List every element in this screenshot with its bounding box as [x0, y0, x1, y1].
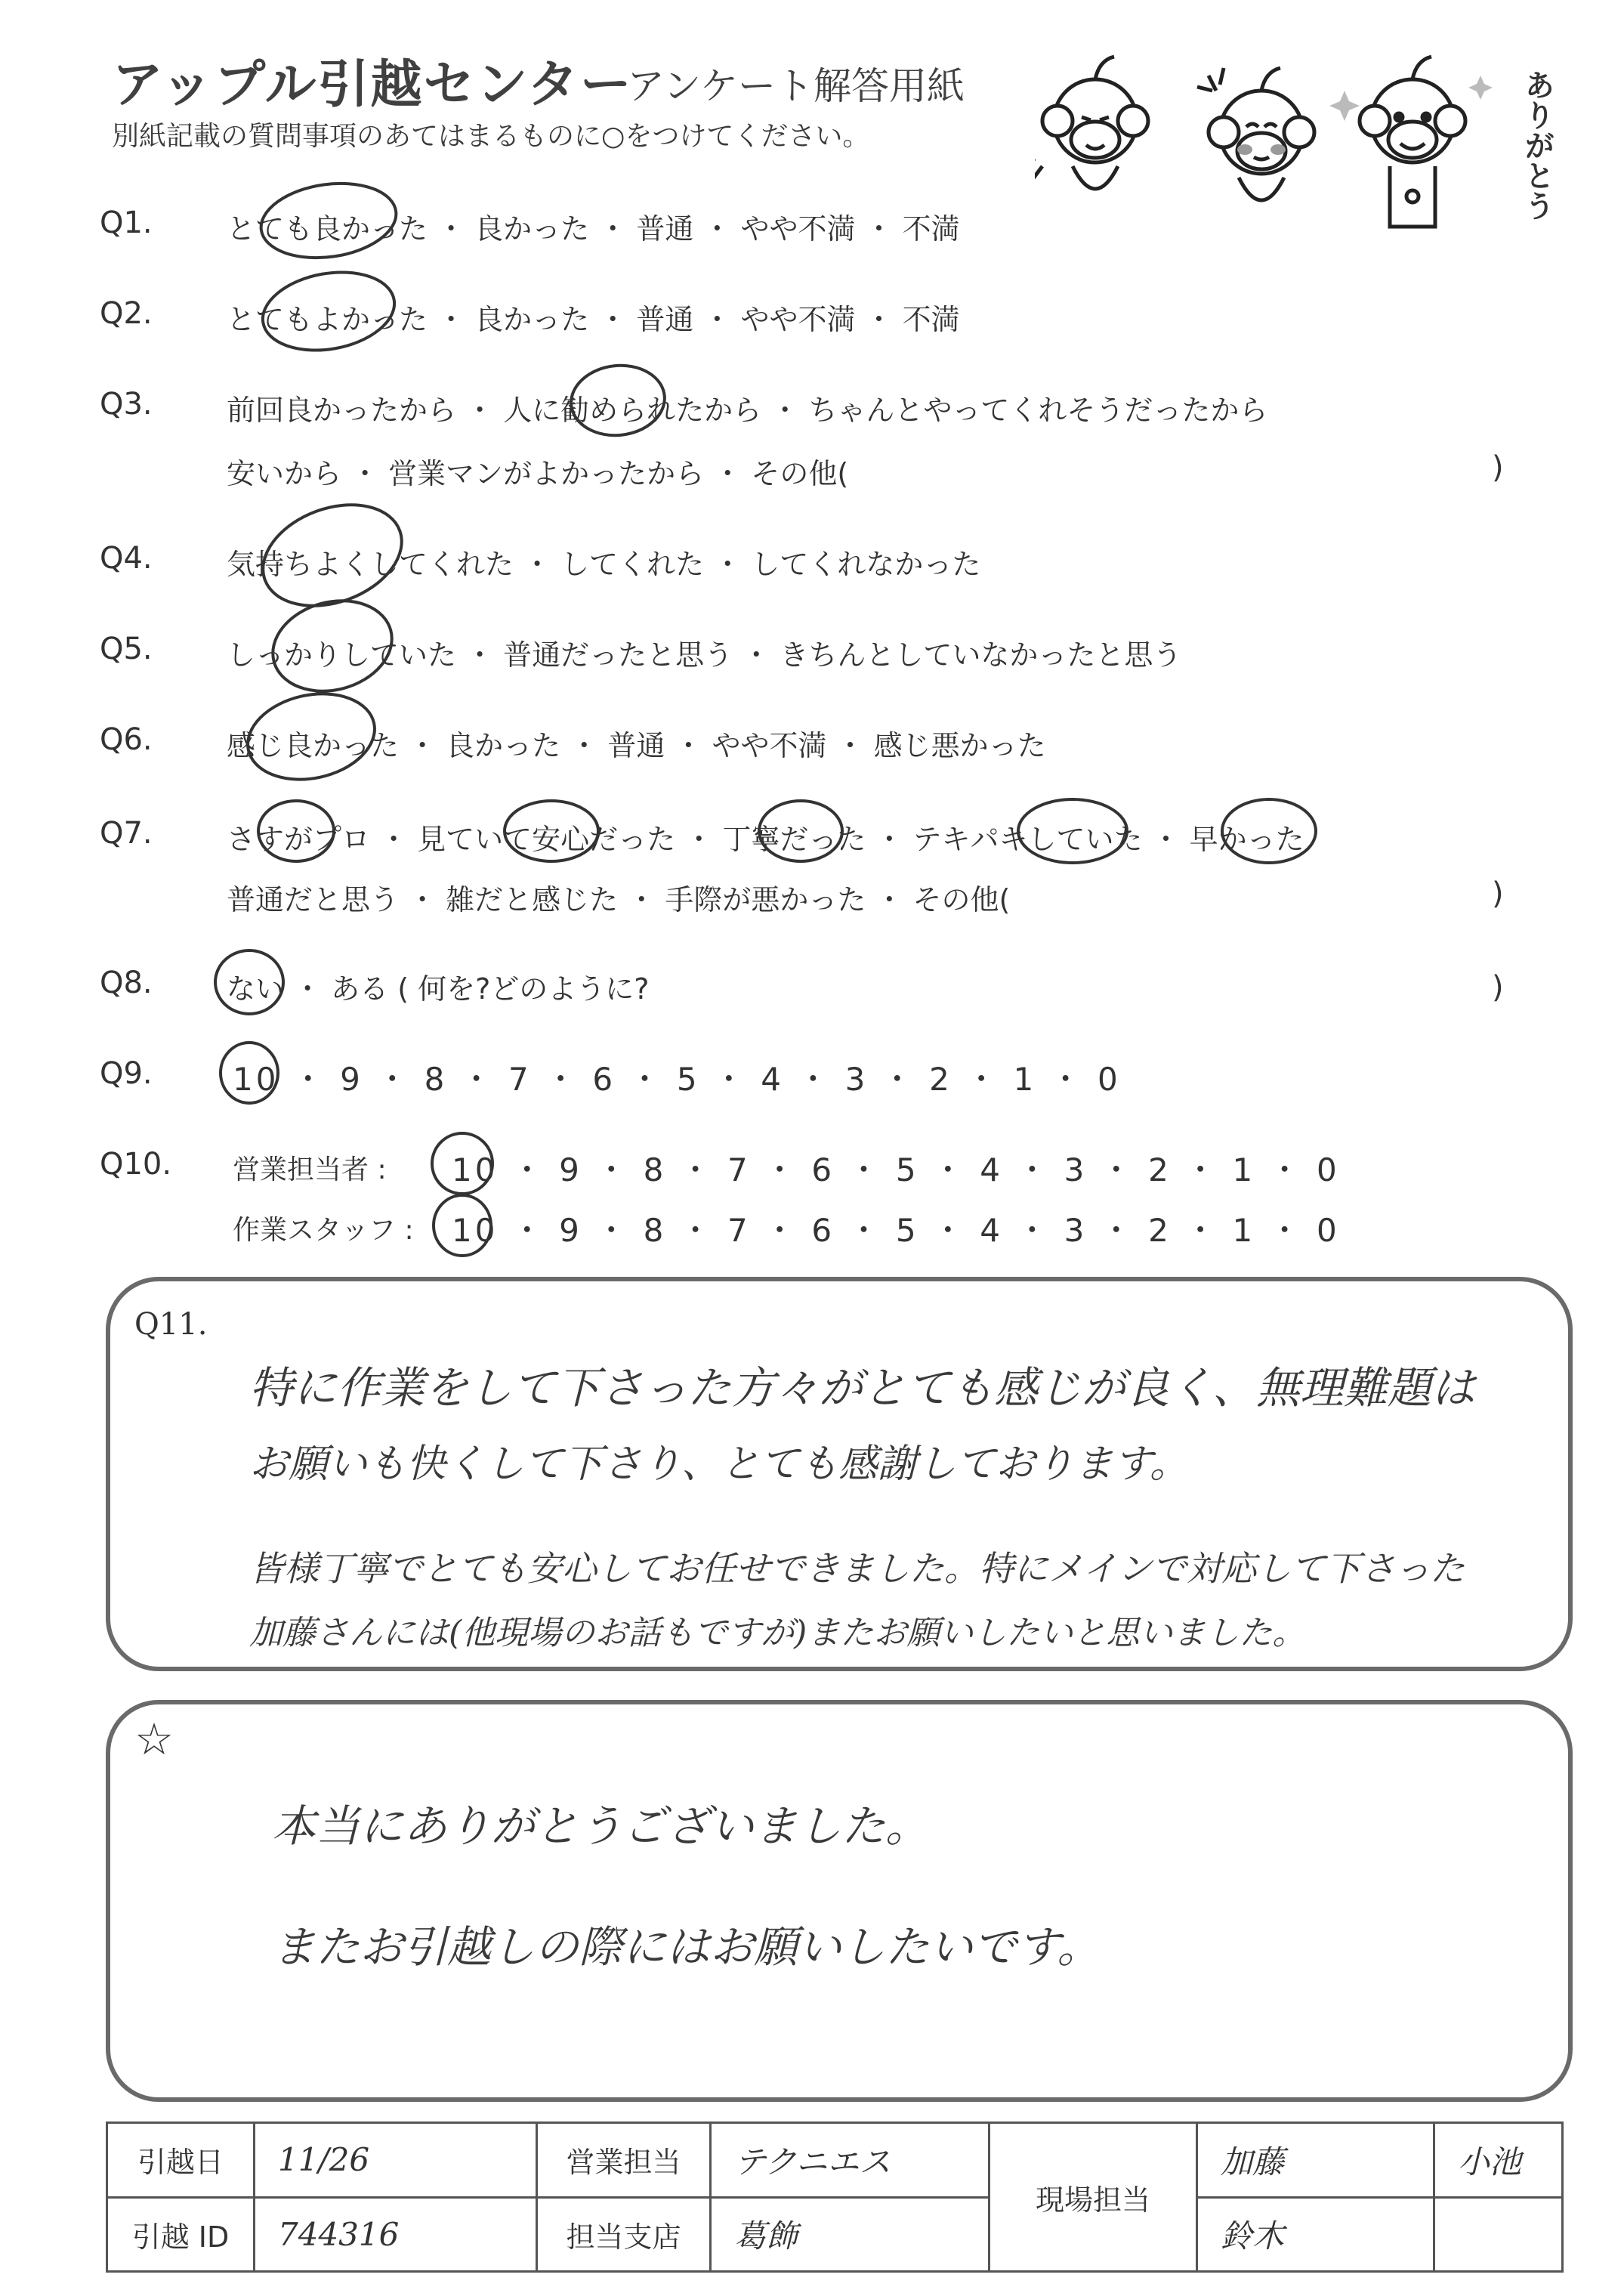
star-handwritten-line: またお引越しの際にはお願いしたいです。 [272, 1921, 1101, 1973]
q11-label: Q11. [134, 1307, 208, 1342]
empty-cell [1434, 2197, 1563, 2272]
company-title: アップル引越センター [112, 55, 633, 115]
q11-handwritten-line: 特に作業をして下さった方々がとても感じが良く、無理難題は [249, 1362, 1475, 1414]
monkey-mascots-illustration [1035, 45, 1564, 264]
question-number: Q2. [100, 296, 153, 331]
monkey-left [1035, 57, 1148, 189]
q10-sales-scale: 10 ・ 9 ・ 8 ・ 7 ・ 6 ・ 5 ・ 4 ・ 3 ・ 2 ・ 1 ・ 0 [452, 1151, 1340, 1188]
q10-staff-label: 作業スタッフ : [233, 1215, 414, 1246]
question-number: Q7. [100, 816, 153, 851]
monkey-right [1360, 57, 1465, 227]
question-number: Q4. [100, 541, 153, 576]
q3-close-paren: ) [1492, 450, 1504, 485]
q8-close-paren: ) [1492, 970, 1504, 1005]
q10-staff-scale: 10 ・ 9 ・ 8 ・ 7 ・ 6 ・ 5 ・ 4 ・ 3 ・ 2 ・ 1 ・ 0 [452, 1212, 1340, 1249]
sales-rep-value: テクニエス [711, 2123, 990, 2198]
star-icon: ☆ [134, 1714, 174, 1765]
free-comment-box [106, 1700, 1573, 2102]
site-rep-value: 鈴木 [1197, 2197, 1434, 2272]
q6-options: 感じ良かった ・ 良かった ・ 普通 ・ やや不満 ・ 感じ悪かった [227, 729, 1046, 762]
q9-scale: 10 ・ 9 ・ 8 ・ 7 ・ 6 ・ 5 ・ 4 ・ 3 ・ 2 ・ 1 ・ 0 [233, 1061, 1121, 1098]
moving-id-label: 引越 ID [107, 2197, 255, 2272]
site-rep-label: 現場担当 [990, 2123, 1197, 2272]
monkey-middle [1197, 68, 1314, 200]
question-number: Q3. [100, 387, 153, 422]
branch-value: 葛飾 [711, 2197, 990, 2272]
q11-handwritten-line: 加藤さんには(他現場のお話もですが)またお願いしたいと思いました。 [249, 1614, 1306, 1652]
q7-close-paren: ) [1492, 876, 1504, 911]
q11-handwritten-line: 皆様丁寧でとても安心してお任せできました。特にメインで対応して下さった [249, 1548, 1465, 1589]
sales-rep-label: 営業担当 [537, 2123, 711, 2198]
moving-date-label: 引越日 [107, 2123, 255, 2198]
question-number: Q8. [100, 966, 153, 1000]
question-number: Q6. [100, 722, 153, 757]
question-number: Q9. [100, 1056, 153, 1091]
site-rep-value: 加藤 [1197, 2123, 1434, 2198]
q7-options-line2: 普通だと思う ・ 雑だと感じた ・ 手際が悪かった ・ その他( [227, 883, 1011, 916]
q11-handwritten-line: お願いも快くして下さり、とても感謝しております。 [249, 1442, 1189, 1487]
q5-options: しっかりしていた ・ 普通だったと思う ・ きちんとしていなかったと思う [227, 638, 1182, 672]
form-subtitle: アンケート解答用紙 [627, 64, 965, 108]
q3-options-line2: 安いから ・ 営業マンがよかったから ・ その他( [227, 457, 849, 490]
q3-options-line1: 前回良かったから ・ 人に勧められたから ・ ちゃんとやってくれそうだったから [227, 394, 1268, 427]
star-handwritten-line: 本当にありがとうございました。 [272, 1800, 930, 1852]
question-number: Q1. [100, 206, 153, 240]
q2-options: とてもよかった ・ 良かった ・ 普通 ・ やや不満 ・ 不満 [227, 303, 960, 336]
moving-id-value: 744316 [255, 2197, 537, 2272]
q8-options: ない ・ ある ( 何を?どのように? [227, 972, 650, 1006]
moving-date-value: 11/26 [255, 2123, 537, 2198]
footer-info-table [106, 2121, 1564, 2273]
instruction-text: 別紙記載の質問事項のあてはまるものに○をつけてください。 [112, 121, 870, 152]
q7-options-line1: さすがプロ ・ 見ていて安心だった ・ 丁寧だった ・ テキパキしていた ・ 早かった [227, 823, 1304, 856]
q1-options: とても良かった ・ 良かった ・ 普通 ・ やや不満 ・ 不満 [227, 212, 960, 246]
site-rep-value: 小池 [1434, 2123, 1563, 2198]
arigatou-stamp: ありがとう [1520, 70, 1555, 221]
branch-label: 担当支店 [537, 2197, 711, 2272]
q4-options: 気持ちよくしてくれた ・ してくれた ・ してくれなかった [227, 548, 981, 581]
q10-sales-label: 営業担当者 : [233, 1154, 387, 1185]
question-number: Q5. [100, 632, 153, 666]
question-number: Q10. [100, 1147, 172, 1182]
